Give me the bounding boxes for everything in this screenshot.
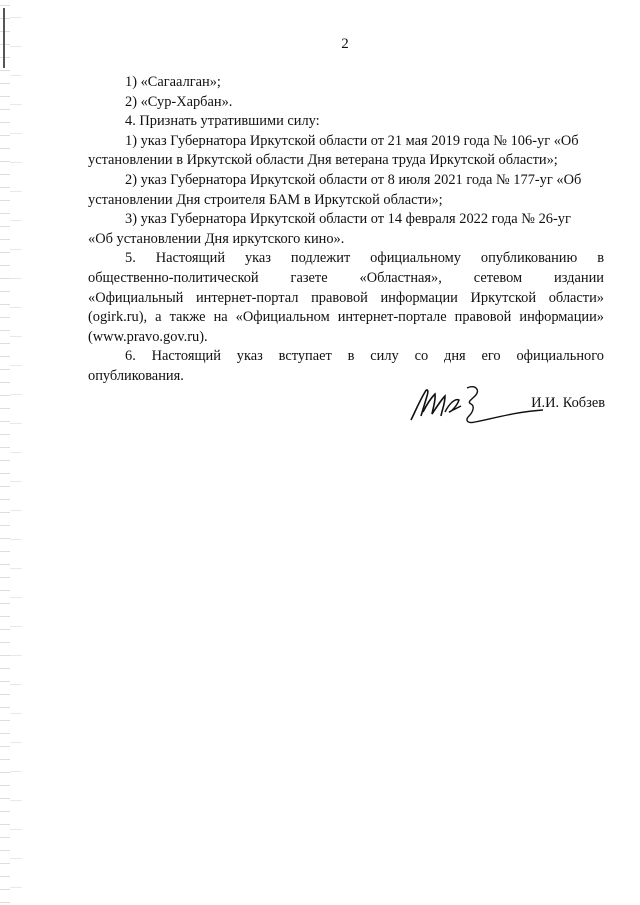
clause-5-line-5: (www.pravo.gov.ru).	[88, 328, 208, 345]
scan-edge-artifact	[0, 0, 10, 905]
handwritten-signature	[405, 382, 545, 432]
repealed-decree-1	[88, 132, 604, 171]
signer-name: И.И. Кобзев	[531, 395, 605, 411]
signature-block	[405, 382, 605, 432]
clause-4-heading: 4. Признать утратившими силу:	[125, 113, 320, 130]
clause-6-line-2: опубликования.	[88, 367, 184, 384]
document-body	[88, 73, 604, 387]
decree-3-line-2: «Об установлении Дня иркутского кино».	[88, 230, 345, 247]
clause-6-effective-date	[88, 347, 604, 386]
clause-5-line-4: (ogirk.ru), а также на «Официальном интернет-портале правовой информации»	[88, 309, 604, 326]
clause-5-line-2: общественно-политической газете «Областная», сетевом издании	[88, 269, 604, 286]
clause-5-publication	[88, 249, 604, 347]
page-number: 2	[341, 36, 349, 52]
list-item-sur-harban: 2) «Сур-Харбан».	[125, 93, 233, 110]
decree-2-line-1: 2) указ Губернатора Иркутской области от 8 июля 2021 года № 177-уг «Об	[125, 171, 582, 188]
repealed-decree-3	[88, 210, 604, 249]
scan-edge-artifact-2	[10, 0, 22, 905]
list-item-sagaalgan: 1) «Сагаалган»;	[125, 74, 221, 90]
clause-6-line-1: 6. Настоящий указ вступает в силу со дня его официального	[125, 348, 604, 365]
decree-2-line-2: установлении Дня строителя БАМ в Иркутской области»;	[88, 191, 443, 208]
decree-1-line-2: установлении в Иркутской области Дня ветерана труда Иркутской области»;	[88, 152, 558, 169]
decree-3-line-1: 3) указ Губернатора Иркутской области от 14 февраля 2022 года № 26-уг	[125, 211, 571, 228]
repealed-decree-2	[88, 171, 604, 210]
decree-1-line-1: 1) указ Губернатора Иркутской области от 21 мая 2019 года № 106-уг «Об	[125, 132, 579, 149]
clause-5-line-1: 5. Настоящий указ подлежит официальному опубликованию в	[125, 250, 604, 267]
clause-5-line-3: «Официальный интернет-портал правовой информации Иркутской области»	[88, 289, 604, 306]
